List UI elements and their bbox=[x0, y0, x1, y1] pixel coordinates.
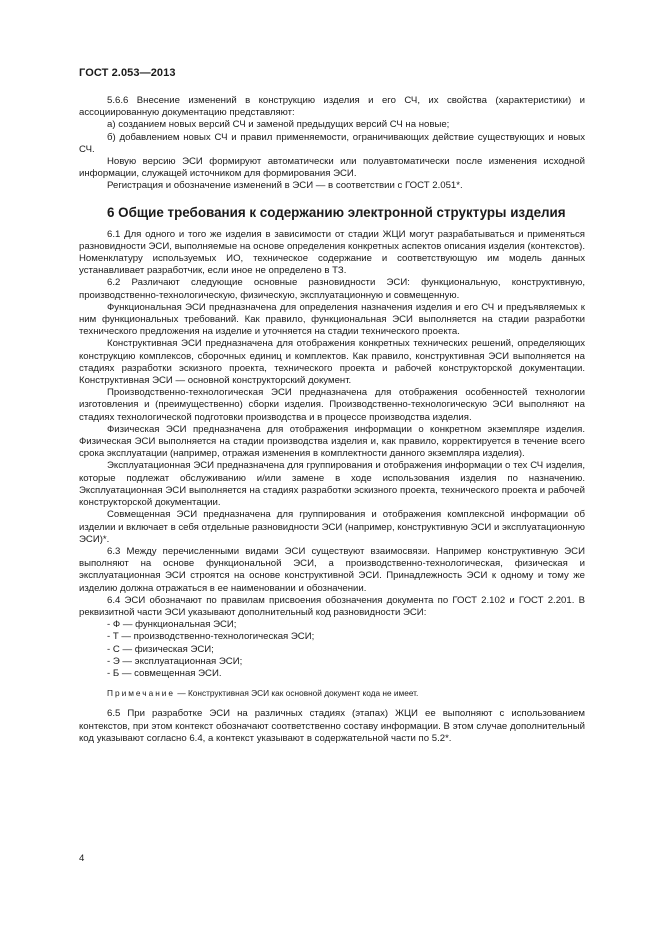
note-text: — Конструктивная ЭСИ как основной документ кода не имеет. bbox=[175, 688, 419, 699]
paragraph-physical: Физическая ЭСИ предназначена для отображения информации о конкретном экземпляре изделия. Физическая ЭСИ выполняется на стадии производства изделия и, как правило, корректируется в течение всего срока эксплуатации (например, отражая изменения в комплектности данного экземпляра изделия). bbox=[79, 423, 585, 460]
paragraph-functional: Функциональная ЭСИ предназначена для определения назначения изделия и его СЧ и предъявляемых к ним функциональных требований. Как правило, функциональная ЭСИ выполняется на стадии разработки технического предложения на изделие и уточняется на стадии технического проекта. bbox=[79, 301, 585, 338]
code-list-item: - С — физическая ЭСИ; bbox=[107, 643, 214, 655]
code-list-item: - Б — совмещенная ЭСИ. bbox=[107, 667, 222, 679]
note bbox=[79, 687, 585, 699]
paragraph-6-3: 6.3 Между перечисленными видами ЭСИ существуют взаимосвязи. Например конструктивную ЭСИ выполняют на основе функциональной ЭСИ, а производственно-технологическая, физическая и эксплуатационная ЭСИ строятся на основе конструктивной ЭСИ. Принадлежность ЭСИ к одному и тому же изделию должна отражаться в ее наименовании и обозначении. bbox=[79, 545, 585, 594]
paragraph-registration: Регистрация и обозначение изменений в ЭСИ — в соответствии с ГОСТ 2.051*. bbox=[107, 180, 463, 192]
paragraph-6-2: 6.2 Различают следующие основные разновидности ЭСИ: функциональную, конструктивную, производственно-технологическую, физическую, эксплуатационную и совмещенную. bbox=[79, 277, 585, 301]
document-body bbox=[79, 95, 585, 745]
paragraph-5-6-6: 5.6.6 Внесение изменений в конструкцию изделия и его СЧ, их свойства (характеристики) и ассоциированную документацию представляют: bbox=[79, 95, 585, 119]
code-list-item: - Э — эксплуатационная ЭСИ; bbox=[107, 655, 243, 667]
paragraph-production: Производственно-технологическая ЭСИ предназначена для отображения особенностей технологии изготовления и (преимущественно) сборки изделия. Производственно-технологическую ЭСИ выполняют на стадиях технологической подготовки производства и в процессе производства изделия. bbox=[79, 387, 585, 423]
list-item-a: а) созданием новых версий СЧ и заменой предыдущих версий СЧ на новые; bbox=[107, 119, 450, 131]
code-list-item: - Ф — функциональная ЭСИ; bbox=[107, 619, 237, 631]
note-label: Примечание bbox=[107, 688, 176, 699]
document-header: ГОСТ 2.053—2013 bbox=[79, 67, 176, 79]
paragraph-new-version: Новую версию ЭСИ формируют автоматически или полуавтоматически после изменения исходной информации, служащей источником для формирования ЭСИ. bbox=[79, 156, 585, 180]
paragraph-constructive: Конструктивная ЭСИ предназначена для отображения конкретных технических решений, определяющих конструкцию комплексов, сборочных единиц и комплектов. Как правило, конструктивная ЭСИ выполняется на стадиях разработки эскизного проекта, технического проекта и рабочей конструкторской документации. Конструктивная ЭСИ — основной конструкторский документ. bbox=[79, 338, 585, 387]
paragraph-6-1: 6.1 Для одного и того же изделия в зависимости от стадии ЖЦИ могут разрабатываться и применяться разновидности ЭСИ, выполняемые на основе определения конкретных аспектов описания изделия (контекстов). Номенклатуру используемых ИО, техническое содержание и соответствующую им модель данных устанавливает разработчик, если иное не определено в ТЗ. bbox=[79, 228, 585, 277]
page-number: 4 bbox=[79, 853, 85, 864]
list-item-b: б) добавлением новых СЧ и правил применяемости, ограничивающих действие существующих и новых СЧ. bbox=[79, 131, 585, 155]
section-heading: 6 Общие требования к содержанию электронной структуры изделия bbox=[107, 204, 566, 220]
paragraph-combined: Совмещенная ЭСИ предназначена для группирования и отображения комплексной информации об изделии и включает в себя отдельные разновидности ЭСИ (например, конструктивную ЭСИ и эксплуатационную ЭСИ)*. bbox=[79, 509, 585, 545]
code-list-item: - Т — производственно-технологическая ЭСИ; bbox=[107, 631, 315, 643]
paragraph-operational: Эксплуатационная ЭСИ предназначена для группирования и отображения информации о тех СЧ изделия, которые подлежат обслуживанию и/или замене в ходе использования изделия по назначению. Эксплуатационная ЭСИ выполняется на стадиях разработки эскизного проекта, технического проекта и рабочей конструкторской документации. bbox=[79, 460, 585, 509]
paragraph-6-5: 6.5 При разработке ЭСИ на различных стадиях (этапах) ЖЦИ ее выполняют с использованием контекстов, при этом контекст обозначают соответственно составу информации. В этом случае дополнительный код указывают согласно 6.4, а контекст указывают в содержательной части по 5.2*. bbox=[79, 708, 585, 744]
paragraph-6-4: 6.4 ЭСИ обозначают по правилам присвоения обозначения документа по ГОСТ 2.102 и ГОСТ 2.201. В реквизитной части ЭСИ указывают дополнительный код разновидности ЭСИ: bbox=[79, 594, 585, 618]
